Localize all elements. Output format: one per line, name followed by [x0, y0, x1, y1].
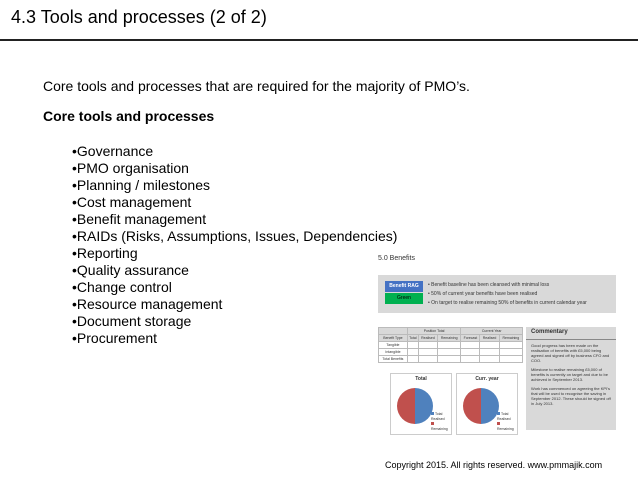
table-header: Realised	[418, 335, 437, 342]
divider	[526, 339, 616, 340]
pie-legend: Total Realised Remaining	[431, 412, 448, 431]
thumbnail-title: 5.0 Benefits	[378, 255, 415, 262]
benefits-report-thumbnail	[378, 255, 616, 445]
table-header: Realised	[480, 335, 499, 342]
intro-text: Core tools and processes that are required for the majority of PMO’s.	[43, 78, 470, 94]
table-row: Intangible	[379, 349, 523, 356]
list-item: •Procurement	[72, 330, 158, 346]
list-item: •PMO organisation	[72, 160, 189, 176]
list-item: •Resource management	[72, 296, 223, 312]
list-item: • Benefit baseline has been cleansed with minimal loss	[428, 282, 550, 288]
pie-title: Curr. year	[475, 376, 499, 382]
list-item: •Quality assurance	[72, 262, 189, 278]
pie-chart-total	[390, 373, 452, 435]
table-header: Remaining	[499, 335, 522, 342]
benefits-table	[378, 327, 523, 363]
commentary-paragraph: Good progress has been made on the realisation of benefits with £5,000 being agreed and signed off by business CFO and COO.	[531, 343, 610, 363]
table-row: Total Benefits	[379, 356, 523, 363]
list-item: • On target to realise remaining 50% of benefits in current calendar year	[428, 300, 587, 306]
commentary-title: Commentary	[531, 329, 568, 335]
list-item: •Governance	[72, 143, 154, 159]
pie-slice-remaining	[397, 388, 415, 424]
rag-notes	[428, 281, 587, 308]
table-header: Benefit Type	[379, 335, 408, 342]
table-header: Forecast	[461, 335, 480, 342]
list-item: •Benefit management	[72, 211, 207, 227]
list-item: •Cost management	[72, 194, 192, 210]
table-header: Current Year	[461, 328, 523, 335]
slide-title: 4.3 Tools and processes (2 of 2)	[11, 7, 267, 27]
table-header: Position Total	[407, 328, 460, 335]
copyright-notice: Copyright 2015. All rights reserved. www.pmmajik.com	[385, 460, 603, 470]
table-header: Remaining	[438, 335, 461, 342]
pie-graphic	[461, 386, 501, 426]
table-row: Tangible	[379, 342, 523, 349]
pie-chart-current-year	[456, 373, 518, 435]
section-heading: Core tools and processes	[43, 108, 215, 124]
title-bar	[0, 0, 638, 41]
tools-list	[72, 143, 397, 347]
list-item: • 50% of current year benefits have been realised	[428, 291, 538, 297]
pie-slice-remaining	[463, 388, 481, 424]
list-item: •Reporting	[72, 245, 138, 261]
table-header	[379, 328, 408, 335]
list-item: •Document storage	[72, 313, 192, 329]
commentary-paragraph: Work has commenced on agreeing the KPI’s that will be used to recognise the saving in September 2012. These should be signed off in July 2013.	[531, 386, 611, 406]
commentary-text	[531, 343, 613, 406]
rag-label: Benefit RAG	[385, 281, 423, 292]
commentary-paragraph: Milestone to realise remaining £5,000 of benefits is currently on target and due to be achieved in September 2013.	[531, 367, 608, 382]
commentary-panel	[526, 327, 616, 430]
pie-title: Total	[415, 376, 427, 382]
rag-panel	[378, 275, 616, 313]
pie-graphic	[395, 386, 435, 426]
rag-value: Green	[385, 293, 423, 304]
pie-legend: Total Realised Remaining	[497, 412, 514, 431]
list-item: •Planning / milestones	[72, 177, 210, 193]
table-header: Total	[409, 336, 417, 340]
list-item: •Change control	[72, 279, 172, 295]
list-item: •RAIDs (Risks, Assumptions, Issues, Dependencies)	[72, 228, 398, 244]
